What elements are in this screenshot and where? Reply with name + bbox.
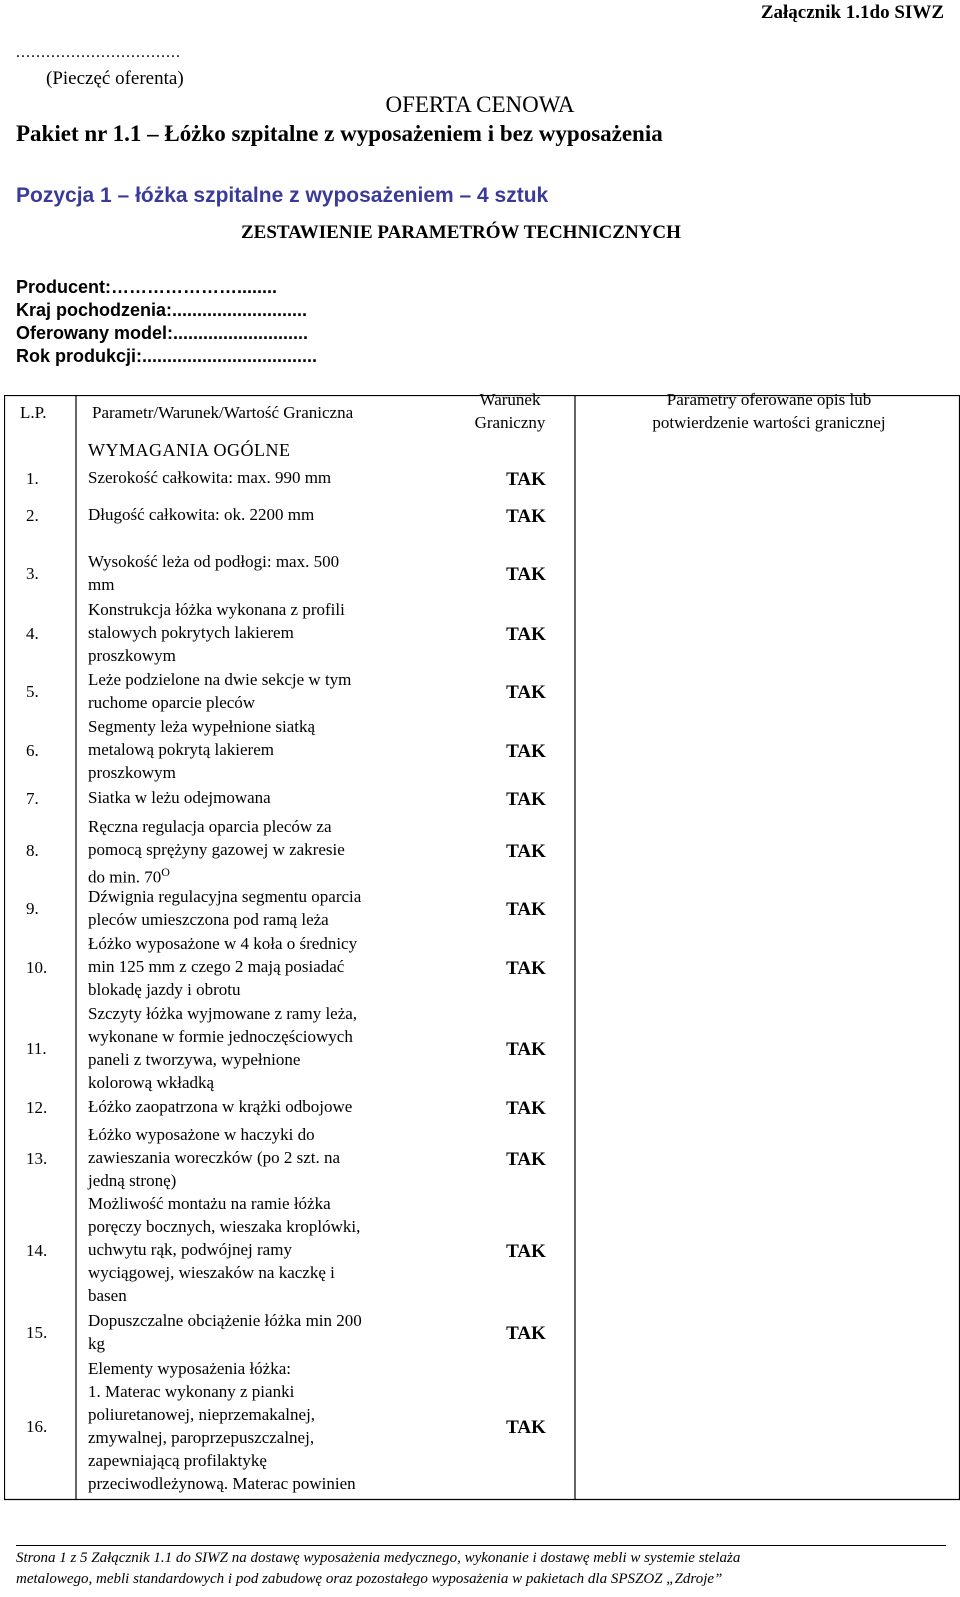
- row-description-line: paneli z tworzywa, wypełnione: [88, 1050, 301, 1069]
- parameters-table: [4, 390, 960, 1525]
- row-description-line: do min. $70^O$: [88, 865, 170, 887]
- row-description-line: min 125 mm z czego 2 mają posiadać: [88, 957, 345, 976]
- row-description-line: blokadę jazdy i obrotu: [88, 980, 241, 999]
- condition-value: TAK: [506, 564, 546, 585]
- row-description-line: Dźwignia regulacyjna segmentu oparcia: [88, 887, 362, 906]
- degree-superscript: O: [161, 865, 170, 879]
- col-lp-header: L.P.: [20, 403, 47, 422]
- row-description-line: stalowych pokrytych lakierem: [88, 623, 294, 642]
- row-description-line: basen: [88, 1286, 127, 1305]
- row-description-line: Leże podzielone na dwie sekcje w tym: [88, 670, 352, 689]
- row-number: 4.: [26, 623, 39, 643]
- row-description-line: kg: [88, 1334, 105, 1353]
- row-description-line: przeciwodleżynową. Materac powinien: [88, 1474, 356, 1493]
- row-description-line: proszkowym: [88, 646, 176, 665]
- row-description-line: ruchome oparcie pleców: [88, 693, 256, 712]
- section-general-label: WYMAGANIA OGÓLNE: [88, 440, 291, 460]
- row-description-line: Długość całkowita: ok. 2200 mm: [88, 505, 315, 524]
- row-number: 16.: [26, 1417, 48, 1436]
- row-description-line: wykonane w formie jednoczęściowych: [88, 1027, 353, 1046]
- footer-rule: [16, 1545, 946, 1546]
- row-number: 7.: [26, 788, 39, 808]
- row-description-line: Łóżko zaopatrzona w krążki odbojowe: [88, 1097, 353, 1116]
- footer-line-2: metalowego, mebli standardowych i pod zabudowę oraz pozostałego wyposażenia w pakietach dla SPSZOZ „Zdroje”: [16, 1571, 723, 1587]
- row-number: 8.: [26, 840, 39, 860]
- row-number: 12.: [26, 1097, 48, 1117]
- condition-value: TAK: [506, 682, 546, 703]
- condition-value: TAK: [506, 1417, 546, 1438]
- stamp-dots: .................................: [16, 44, 181, 61]
- row-description-line: Elementy wyposażenia łóżka:: [88, 1359, 291, 1378]
- row-number: 11.: [26, 1039, 47, 1058]
- position-heading: Pozycja 1 – łóżka szpitalne z wyposażeniem – 4 sztuk: [16, 184, 549, 207]
- row-description-line: Szczyty łóżka wyjmowane z ramy leża,: [88, 1004, 358, 1023]
- row-description-line: pomocą sprężyny gazowej w zakresie: [88, 840, 345, 859]
- row-description-line: pleców umieszczona pod ramą leża: [88, 910, 329, 929]
- row-description-line: metalową pokrytą lakierem: [88, 740, 274, 759]
- col-cond-header-line1: Warunek: [479, 390, 541, 409]
- row-number: 1.: [26, 468, 39, 488]
- col-param-header: Parametr/Warunek/Wartość Graniczna: [92, 403, 354, 422]
- col-offer-header-line1: Parametry oferowane opis lub: [666, 390, 872, 409]
- row-number: 6.: [26, 740, 39, 760]
- row-description-line: Łóżko wyposażone w haczyki do: [88, 1125, 315, 1144]
- row-number: 5.: [26, 682, 39, 701]
- row-description-line: zmywalnej, paroprzepuszczalnej,: [88, 1428, 315, 1447]
- condition-value: TAK: [506, 1148, 546, 1170]
- col-offer-header-line2: potwierdzenie wartości granicznej: [652, 413, 886, 432]
- row-description-line: Wysokość leża od podłogi: max. 500: [88, 552, 340, 571]
- row-description-line: jedną stronę): [88, 1171, 177, 1190]
- condition-value: TAK: [506, 1039, 546, 1060]
- row-number: 3.: [26, 564, 39, 583]
- attachment-label: Załącznik 1.1do SIWZ: [760, 2, 944, 23]
- condition-value: TAK: [506, 740, 546, 762]
- document-title: OFERTA CENOWA: [385, 92, 575, 117]
- col-cond-header-line2: Graniczny: [474, 413, 546, 432]
- condition-value: TAK: [506, 623, 546, 645]
- condition-value: TAK: [506, 505, 546, 527]
- row-description-line: proszkowym: [88, 763, 176, 782]
- row-description-line: Możliwość montażu na ramie łóżka: [88, 1194, 331, 1213]
- row-description-line: Ręczna regulacja oparcia pleców za: [88, 817, 332, 836]
- model-field: Oferowany model:...........................: [16, 323, 309, 343]
- row-number: 15.: [26, 1323, 48, 1342]
- condition-value: TAK: [506, 788, 546, 810]
- condition-value: TAK: [506, 1240, 546, 1262]
- row-description-line: Konstrukcja łóżka wykonana z profili: [88, 600, 345, 619]
- condition-value: TAK: [506, 1097, 546, 1119]
- row-description-line: Szerokość całkowita: max. 990 mm: [88, 468, 332, 487]
- row-description-line: kolorową wkładką: [88, 1073, 215, 1092]
- row-description-line: uchwytu rąk, podwójnej ramy: [88, 1240, 292, 1259]
- row-description-line: Segmenty leża wypełnione siatką: [88, 717, 316, 736]
- condition-value: TAK: [506, 468, 546, 490]
- condition-value: TAK: [506, 899, 546, 920]
- row-description-line: zawieszania woreczków (po 2 szt. na: [88, 1148, 341, 1167]
- year-field: Rok produkcji:...................................: [16, 346, 318, 366]
- row-description-line: Siatka w leżu odejmowana: [88, 788, 271, 807]
- condition-value: TAK: [506, 957, 546, 979]
- package-title: Pakiet nr 1.1 – Łóżko szpitalne z wyposażeniem i bez wyposażenia: [16, 121, 663, 146]
- row-description-line: mm: [88, 575, 115, 594]
- row-description-line: wyciągowej, wieszaków na kaczkę i: [88, 1263, 335, 1282]
- section-heading: ZESTAWIENIE PARAMETRÓW TECHNICZNYCH: [241, 222, 681, 243]
- row-description-line: 1. Materac wykonany z pianki: [88, 1382, 295, 1401]
- row-number: 13.: [26, 1148, 48, 1168]
- row-description-line: zapewniającą profilaktykę: [88, 1451, 267, 1470]
- stamp-label: (Pieczęć oferenta): [46, 68, 184, 89]
- page-footer: [16, 1548, 946, 1590]
- condition-value: TAK: [506, 840, 546, 862]
- condition-value: TAK: [506, 1323, 546, 1344]
- footer-line-1: Strona 1 z 5 Załącznik 1.1 do SIWZ na dostawę wyposażenia medycznego, wykonanie i dostawę mebli w systemie stelaża: [16, 1550, 741, 1566]
- row-description-line: poliuretanowej, nieprzemakalnej,: [88, 1405, 316, 1424]
- producer-field: Producent:…………………........: [16, 277, 278, 297]
- row-description-line: Łóżko wyposażone w 4 koła o średnicy: [88, 934, 358, 953]
- country-field: Kraj pochodzenia:...........................: [16, 300, 308, 320]
- row-description-line: Dopuszczalne obciążenie łóżka min 200: [88, 1311, 362, 1330]
- row-description-line: poręczy bocznych, wieszaka kroplówki,: [88, 1217, 361, 1236]
- row-number: 2.: [26, 505, 39, 525]
- row-number: 9.: [26, 899, 39, 918]
- row-number: 14.: [26, 1240, 48, 1260]
- row-number: 10.: [26, 957, 48, 977]
